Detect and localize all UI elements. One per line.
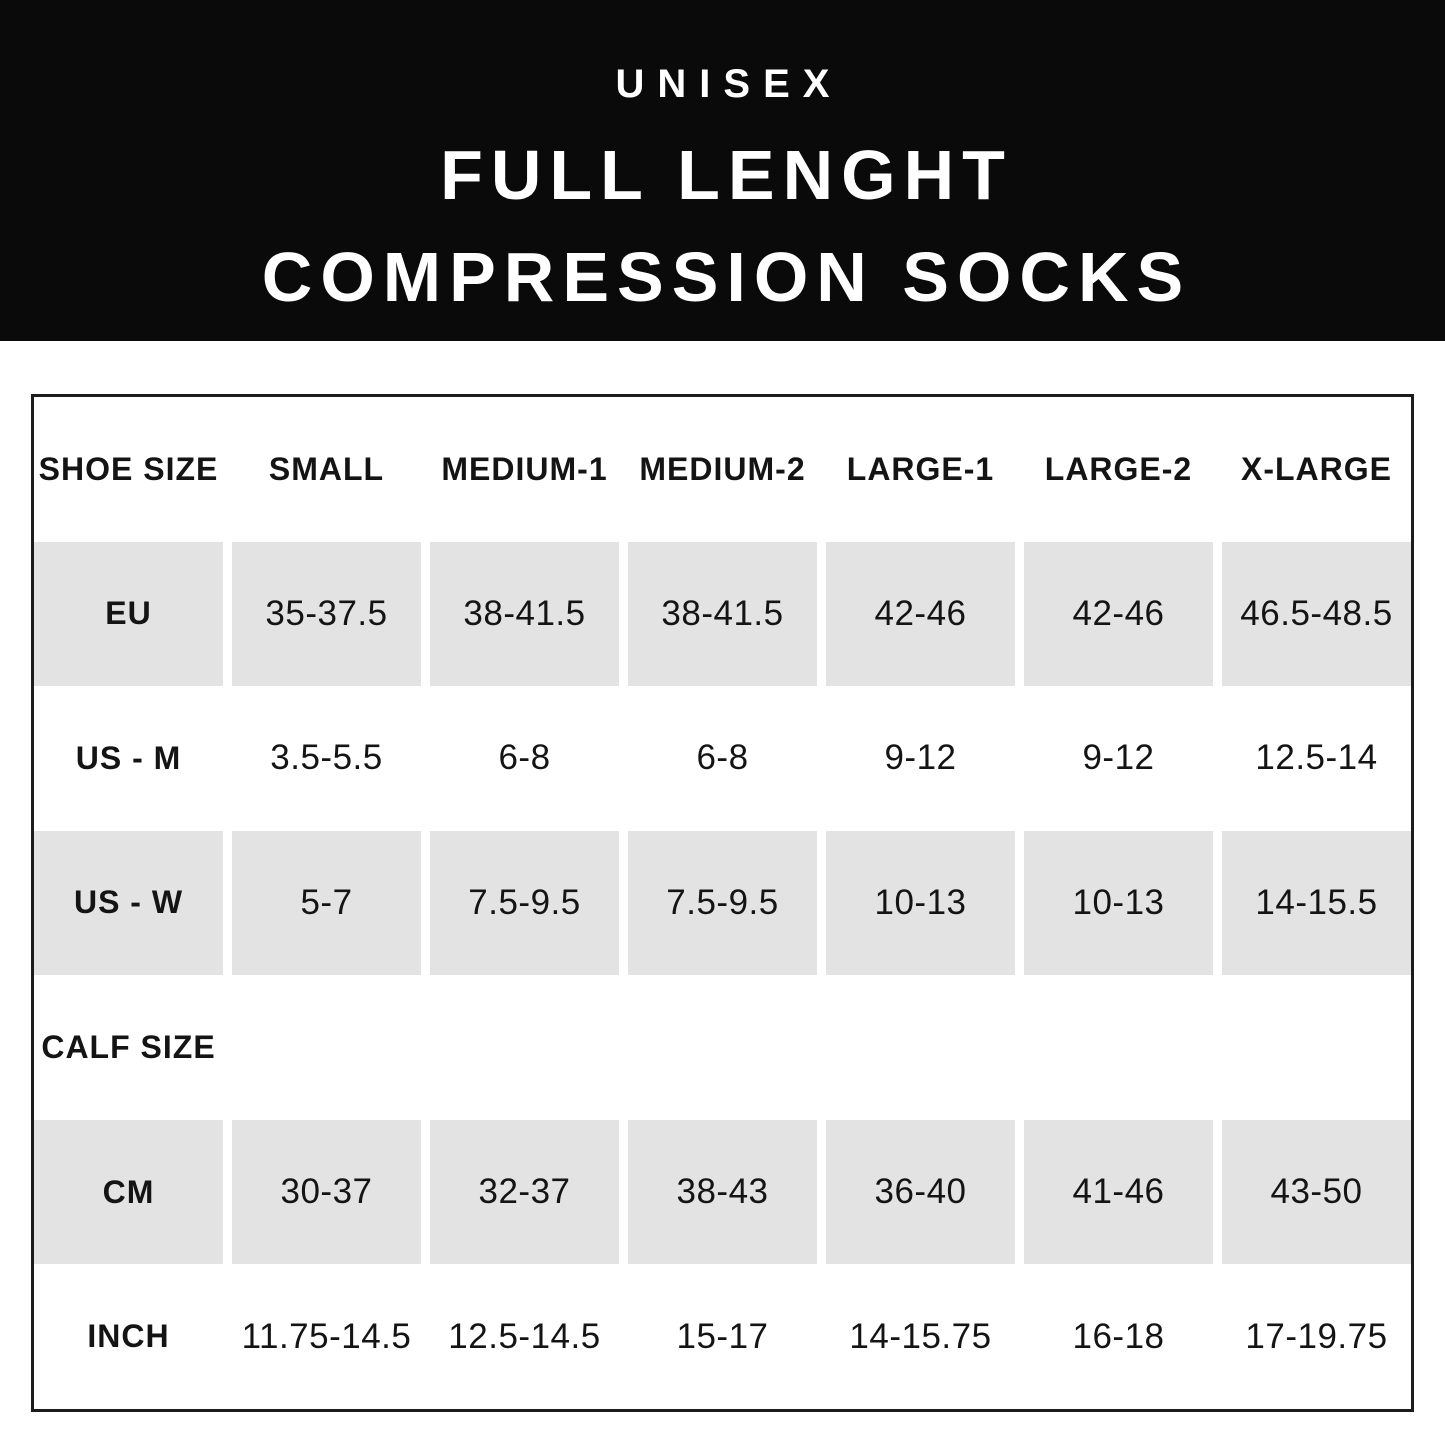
size-value-cell: 42-46 [826,542,1015,687]
size-value-cell: 46.5-48.5 [1222,542,1411,687]
table-header-row [34,397,1411,542]
size-value-cell: 38-43 [628,1120,817,1265]
size-value-cell: 10-13 [1024,831,1213,976]
column-header-large-2: LARGE-2 [1044,450,1193,487]
size-value-cell [232,975,421,1120]
column-header-medium-1: MEDIUM-1 [441,450,608,487]
table-row [34,1120,1411,1265]
size-value-cell: 14-15.75 [849,1316,992,1356]
size-value-cell: 16-18 [1072,1316,1165,1356]
size-value-cell: 15-17 [676,1316,769,1356]
size-value-cell: 6-8 [696,738,749,778]
size-value-cell: 38-41.5 [628,542,817,687]
size-value-cell: 43-50 [1222,1120,1411,1265]
table-row [34,975,1411,1120]
size-value-cell: 12.5-14.5 [448,1316,601,1356]
size-value-cell: 12.5-14 [1255,738,1378,778]
size-value-cell: 38-41.5 [430,542,619,687]
size-value-cell: 9-12 [884,738,957,778]
row-label: EU [34,542,223,687]
size-value-cell: 5-7 [232,831,421,976]
size-value-cell: 11.75-14.5 [241,1316,412,1356]
size-value-cell: 35-37.5 [232,542,421,687]
column-header-shoe-size: SHOE SIZE [38,450,219,487]
size-value-cell: 14-15.5 [1222,831,1411,976]
size-value-cell: 42-46 [1024,542,1213,687]
row-label: CM [34,1120,223,1265]
column-header-medium-2: MEDIUM-2 [639,450,806,487]
row-label: INCH [87,1318,170,1355]
size-value-cell: 7.5-9.5 [430,831,619,976]
banner-subtitle: UNISEX [615,62,843,106]
size-value-cell: 32-37 [430,1120,619,1265]
banner-title-line2: COMPRESSION SOCKS [261,238,1192,316]
column-header-x-large: X-LARGE [1241,450,1392,487]
table-row [34,542,1411,687]
size-value-cell [628,975,817,1120]
size-chart-table [31,394,1414,1412]
size-value-cell: 10-13 [826,831,1015,976]
banner-title-line1: FULL LENGHT [440,136,1013,214]
size-value-cell: 6-8 [498,738,551,778]
size-value-cell [826,975,1015,1120]
size-value-cell: 41-46 [1024,1120,1213,1265]
column-header-small: SMALL [268,450,385,487]
size-value-cell: 3.5-5.5 [270,738,383,778]
size-value-cell [430,975,619,1120]
size-value-cell [1222,975,1411,1120]
table-row [34,686,1411,831]
row-label: US - M [75,739,182,776]
size-value-cell: 7.5-9.5 [628,831,817,976]
size-value-cell: 30-37 [232,1120,421,1265]
size-value-cell: 17-19.75 [1245,1316,1388,1356]
row-label: CALF SIZE [41,1029,216,1066]
size-value-cell: 36-40 [826,1120,1015,1265]
size-value-cell: 9-12 [1082,738,1155,778]
banner [0,0,1445,341]
table-row [34,831,1411,976]
table-row [34,1264,1411,1409]
size-value-cell [1024,975,1213,1120]
row-label: US - W [34,831,223,976]
column-header-large-1: LARGE-1 [846,450,995,487]
